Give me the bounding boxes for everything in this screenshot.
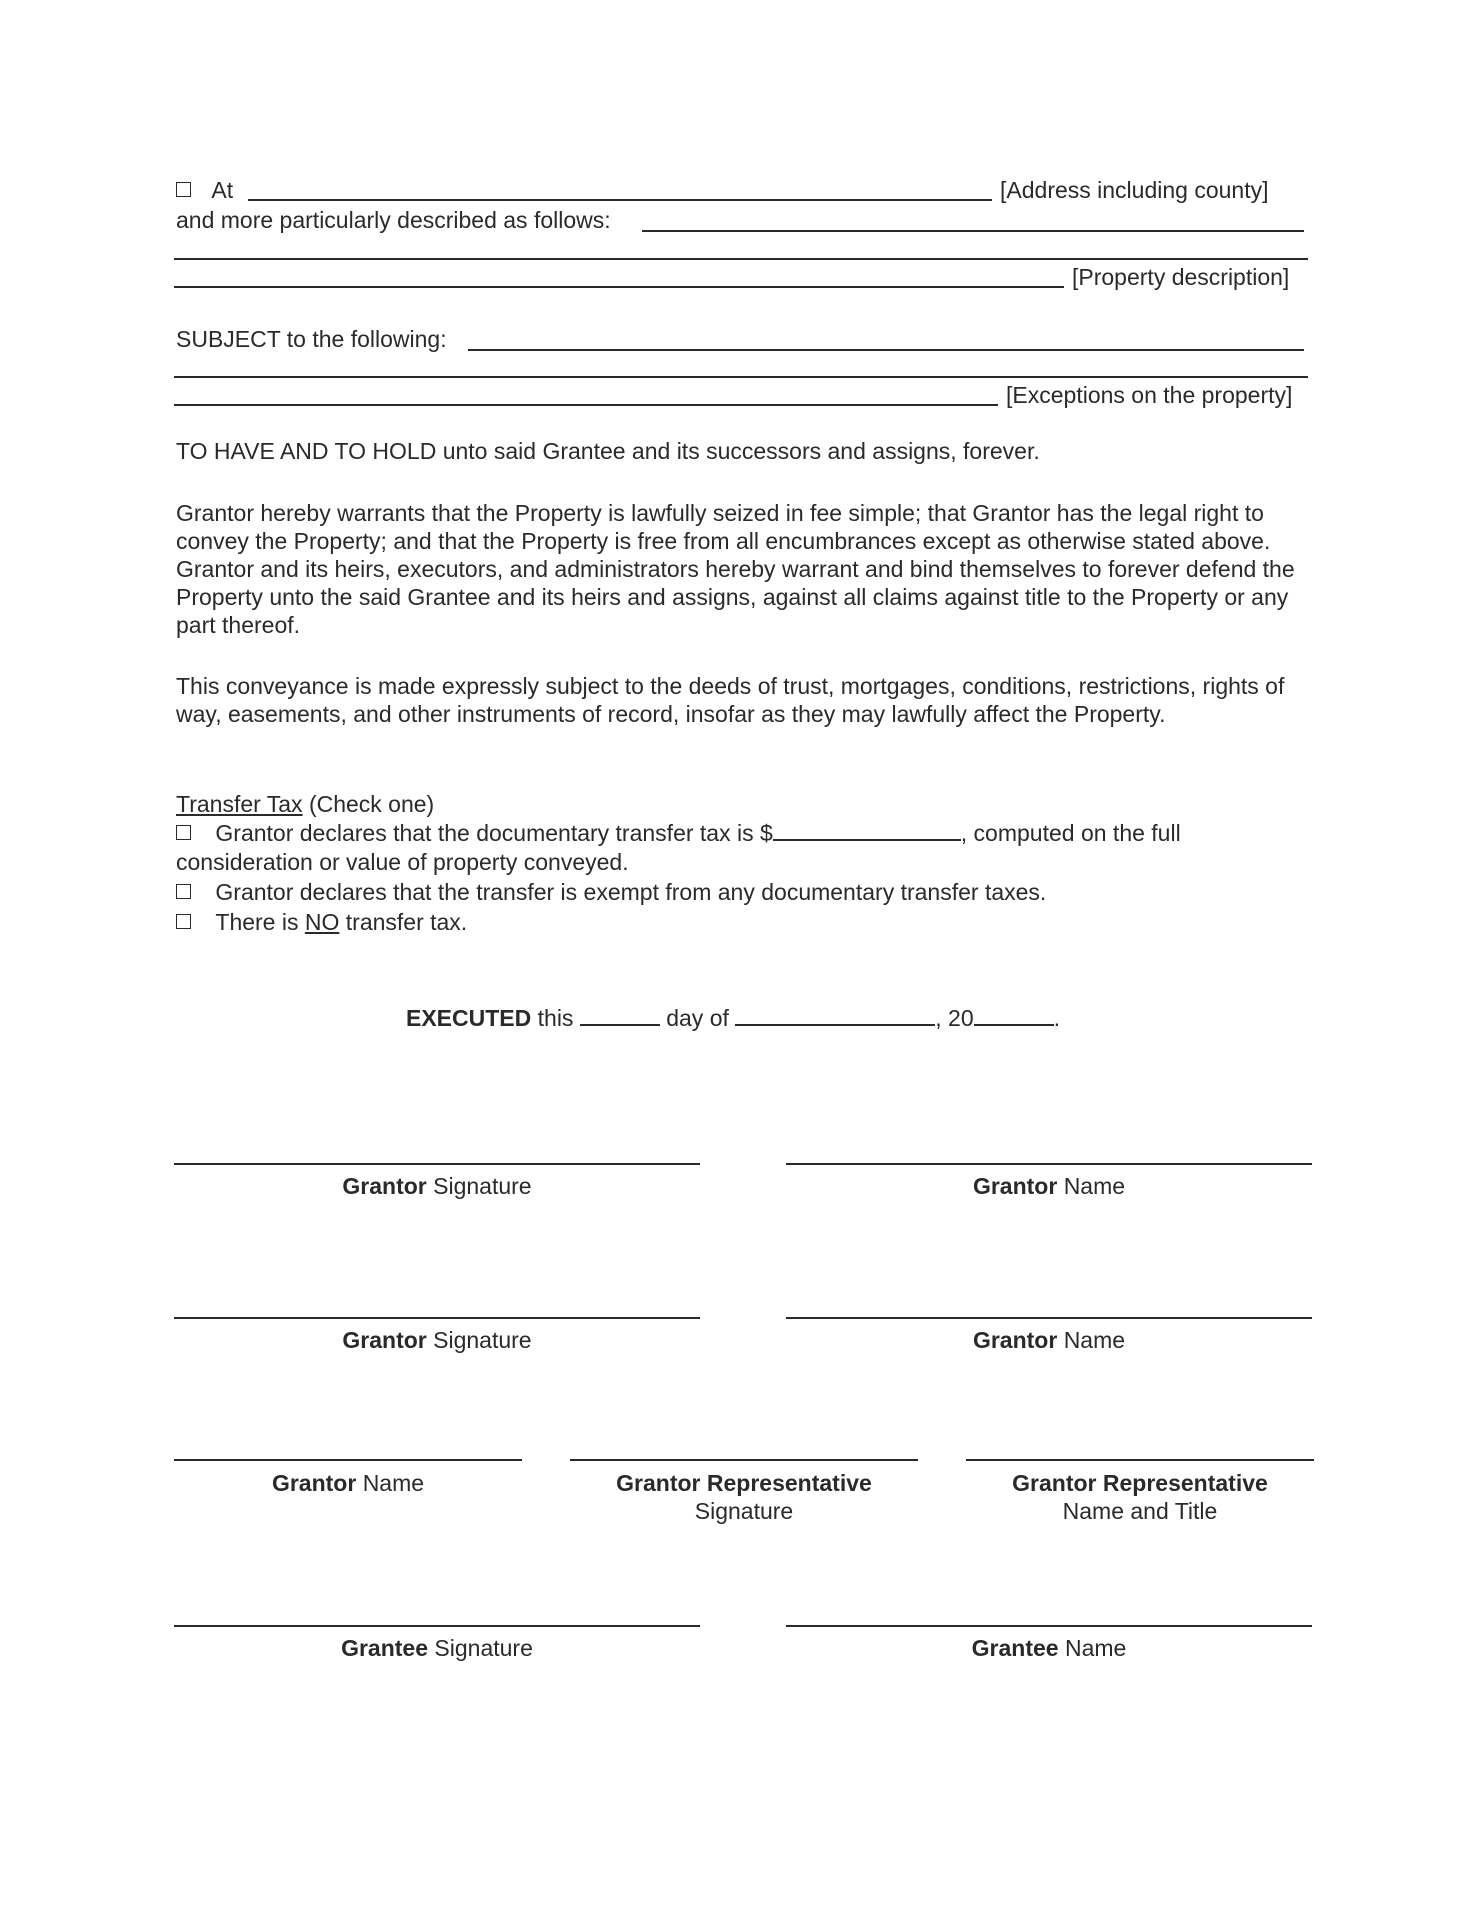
address-checkbox[interactable]	[176, 182, 191, 197]
grantee-bold: Grantee	[341, 1635, 429, 1661]
name-word: Name	[1064, 1635, 1127, 1661]
description-blank-line-2[interactable]	[174, 258, 1308, 260]
no-tax-checkbox[interactable]	[176, 914, 191, 929]
grantor-signature-line-2[interactable]	[174, 1317, 700, 1319]
grantor-signature-label-2	[174, 1326, 700, 1354]
transfer-tax-note: (Check one)	[308, 791, 435, 817]
executed-line	[406, 1004, 1060, 1032]
habendum-clause: TO HAVE AND TO HOLD unto said Grantee and its successors and assigns, forever.	[176, 438, 1040, 464]
grantor-name-line-3[interactable]	[174, 1459, 522, 1461]
executed-this: this	[537, 1005, 574, 1031]
executed-day-blank[interactable]	[580, 1004, 660, 1026]
tax-option-3-post: transfer tax.	[345, 909, 468, 935]
subject-blank-line-2[interactable]	[174, 376, 1308, 378]
name-word: Name	[362, 1470, 425, 1496]
transfer-tax-option-1	[176, 819, 1181, 847]
address-hint: [Address including county]	[1000, 177, 1269, 203]
description-blank-line-3[interactable]	[174, 286, 1064, 288]
grantor-name-label-3	[174, 1469, 522, 1497]
executed-month-blank[interactable]	[735, 1004, 935, 1026]
grantor-rep-name-label	[966, 1469, 1314, 1525]
grantor-bold: Grantor	[972, 1327, 1058, 1353]
property-hint: [Property description]	[1072, 264, 1290, 290]
grantor-rep-bold: Grantor Representative	[1012, 1470, 1268, 1496]
tax-option-2-text: Grantor declares that the transfer is exempt from any documentary transfer taxes.	[215, 879, 1047, 905]
tax-amount-blank[interactable]	[773, 819, 961, 841]
tax-option-1-text: Grantor declares that the documentary transfer tax is $	[215, 820, 773, 846]
grantor-rep-signature-word: Signature	[694, 1498, 794, 1524]
grantor-rep-signature-line[interactable]	[570, 1459, 918, 1461]
tax-option-3-no: NO	[304, 909, 340, 935]
grantor-name-line-2[interactable]	[786, 1317, 1312, 1319]
grantor-name-label-2	[786, 1326, 1312, 1354]
transfer-tax-heading-row	[176, 790, 434, 818]
conveyance-paragraph: This conveyance is made expressly subject to the deeds of trust, mortgages, conditions, restrictions, rights of way, easements, and other instruments of record, insofar as they may lawfully affect the Property.	[176, 673, 1285, 727]
grantor-bold: Grantor	[972, 1173, 1058, 1199]
signature-word: Signature	[433, 1173, 532, 1199]
subject-blank-line-3[interactable]	[174, 404, 998, 406]
grantor-rep-name-line[interactable]	[966, 1459, 1314, 1461]
described-lead: and more particularly described as follows:	[176, 207, 611, 233]
grantee-bold: Grantee	[971, 1635, 1059, 1661]
grantor-rep-bold: Grantor Representative	[616, 1470, 872, 1496]
grantee-name-label	[786, 1634, 1312, 1662]
tax-amount-checkbox[interactable]	[176, 825, 191, 840]
signature-word: Signature	[434, 1635, 533, 1661]
grantor-rep-name-title: Name and Title	[1062, 1498, 1218, 1524]
address-blank-line[interactable]	[248, 199, 992, 201]
subject-lead: SUBJECT to the following:	[176, 326, 447, 352]
description-blank-line-1[interactable]	[642, 230, 1304, 232]
tax-option-3-pre: There is	[215, 909, 299, 935]
grantor-bold: Grantor	[271, 1470, 357, 1496]
executed-end: .	[1053, 1005, 1061, 1031]
executed-year-prefix: , 20	[935, 1005, 974, 1031]
exceptions-hint: [Exceptions on the property]	[1006, 382, 1293, 408]
name-word: Name	[1063, 1173, 1126, 1199]
transfer-tax-heading: Transfer Tax	[176, 791, 303, 817]
address-row	[176, 176, 233, 204]
warranty-paragraph: Grantor hereby warrants that the Property is lawfully seized in fee simple; that Grantor has the legal right to convey the Property; and that the Property is free from all encumbrances except as otherwise stated above. Grantor and its heirs, executors, and administrators hereby warrant and bind themselves to forever defend the Property unto the said Grantee and its heirs and assigns, against all claims against title to the Property or any part thereof.	[176, 500, 1295, 638]
grantor-signature-label-1	[174, 1172, 700, 1200]
grantor-rep-signature-label	[570, 1469, 918, 1525]
tax-option-1-post: , computed on the full	[960, 820, 1181, 846]
address-at-label: At	[211, 177, 234, 203]
executed-day-of: day of	[666, 1005, 729, 1031]
tax-exempt-checkbox[interactable]	[176, 884, 191, 899]
grantee-signature-line[interactable]	[174, 1625, 700, 1627]
transfer-tax-option-2	[176, 878, 1046, 906]
transfer-tax-option-3	[176, 908, 467, 936]
subject-blank-line-1[interactable]	[468, 349, 1304, 351]
grantor-signature-line-1[interactable]	[174, 1163, 700, 1165]
grantor-name-label-1	[786, 1172, 1312, 1200]
executed-label: EXECUTED	[406, 1005, 532, 1031]
grantor-name-line-1[interactable]	[786, 1163, 1312, 1165]
grantee-signature-label	[174, 1634, 700, 1662]
grantee-name-line[interactable]	[786, 1625, 1312, 1627]
signature-word: Signature	[433, 1327, 532, 1353]
grantor-bold: Grantor	[342, 1327, 427, 1353]
grantor-bold: Grantor	[342, 1173, 427, 1199]
tax-option-1-continued: consideration or value of property conveyed.	[176, 849, 629, 875]
name-word: Name	[1063, 1327, 1126, 1353]
executed-year-blank[interactable]	[974, 1004, 1054, 1026]
